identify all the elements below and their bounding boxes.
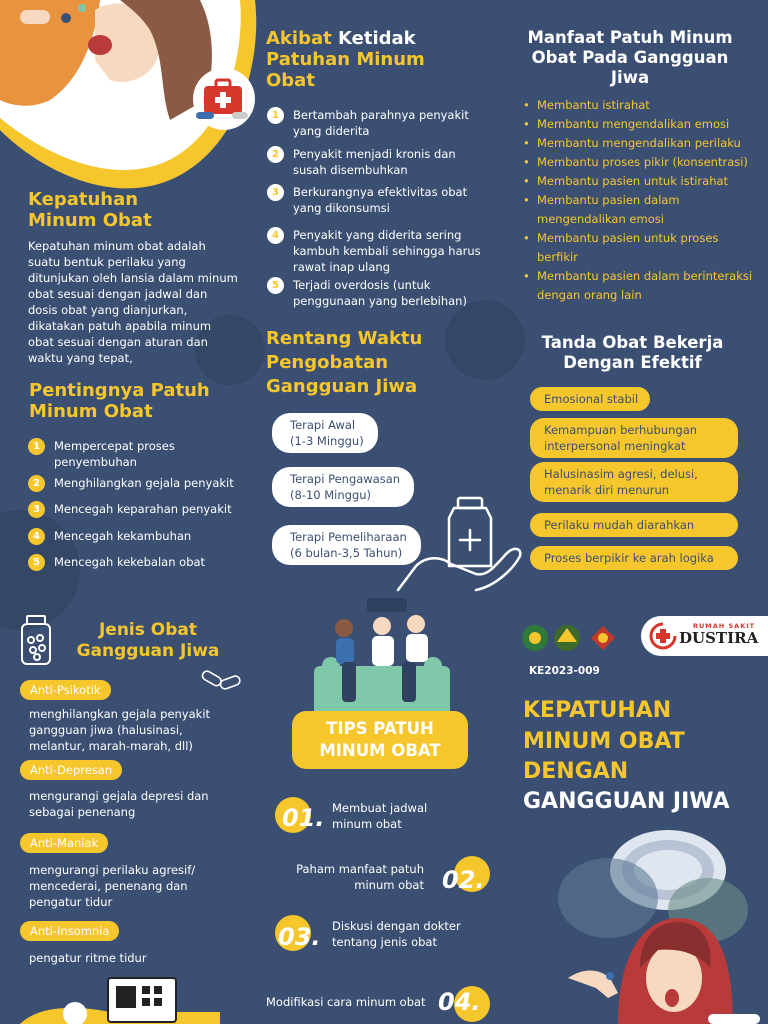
hospital-small-label: RUMAH SAKIT (693, 622, 756, 630)
list-item-text: Penyakit menjadi kronis dan susah disembuhkan (293, 147, 456, 177)
akibat-title (266, 28, 486, 92)
list-item: • Membantu pasien untuk istirahat (523, 172, 758, 191)
pentingnya-title: Pentingnya Patuh Minum Obat (29, 380, 210, 423)
jenis-title: Jenis Obat Gangguan Jiwa (76, 620, 220, 661)
jenis-tag: Anti-Maniak (20, 833, 108, 853)
tip-number: 01. (282, 804, 325, 832)
number-badge: 2 (28, 475, 45, 492)
rentang-pill: Terapi Pengawasan (8-10 Minggu) (272, 467, 414, 507)
tanda-title: Tanda Obat Bekerja Dengan Efektif (541, 333, 724, 372)
tip-text: Modifikasi cara minum obat (266, 995, 426, 1009)
tip-number: 03. (278, 923, 321, 951)
woman-confused-illustration (548, 818, 768, 1024)
list-item-text: Penyakit yang diderita sering kambuh kembali sehingga harus rawat inap ulang (293, 228, 481, 274)
rentang-pill: Terapi Pemeliharaan (6 bulan-3,5 Tahun) (272, 525, 421, 565)
jenis-description: pengatur ritme tidur (29, 951, 147, 965)
kepatuhan-title: Kepatuhan Minum Obat (28, 189, 152, 232)
tip-text: Membuat jadwal minum obat (332, 801, 428, 831)
list-item: • Membantu pasien untuk proses berfikir (523, 229, 758, 267)
jenis-description: mengurangi gejala depresi dan sebagai penenang (29, 789, 209, 819)
institution-logos (521, 622, 619, 654)
tanda-pill: Kemampuan berhubungan interpersonal meningkat (530, 418, 738, 458)
cover-title-yellow: KEPATUHAN MINUM OBAT DENGAN (523, 698, 685, 784)
list-item-text: Berkurangnya efektivitas obat yang dikonsumsi (293, 185, 468, 215)
list-item (28, 501, 243, 528)
list-item-text: Mempercepat proses penyembuhan (54, 439, 175, 469)
rentang-title: Rentang Waktu Pengobatan Gangguan Jiwa (266, 328, 423, 397)
akibat-list (267, 107, 482, 311)
number-badge: 3 (267, 184, 284, 201)
list-item-text: Bertambah parahnya penyakit yang diderita (293, 108, 469, 138)
list-item: • Membantu pasien dalam berinteraksi dengan orang lain (523, 267, 758, 305)
medicine-box-illustration (20, 974, 220, 1024)
kepatuhan-description: Kepatuhan minum obat adalah suatu bentuk perilaku yang ditunjukan oleh lansia dalam minum obat sesuai dengan jadwal dan dosis obat yang dianjurkan, dikatakan patuh apabila minum obat sesuai dengan aturan dan waktu yang tepat, (28, 239, 238, 365)
tip-number: 02. (442, 866, 485, 894)
akibat-title-word: Akibat (266, 28, 332, 49)
hospital-logo (641, 616, 768, 656)
number-badge: 5 (267, 277, 284, 294)
list-item: • Membantu istirahat (523, 96, 758, 115)
number-badge: 3 (28, 501, 45, 518)
list-item (28, 475, 243, 501)
list-item (267, 184, 482, 227)
list-item (267, 277, 482, 311)
list-item-text: Terjadi overdosis (untuk penggunaan yang berlebihan) (293, 278, 467, 308)
list-item-text: Mencegah kekambuhan (54, 529, 192, 543)
number-badge: 1 (28, 438, 45, 455)
list-item (267, 107, 482, 146)
document-code: KE2023-009 (529, 665, 600, 677)
pill-bottle-icon (18, 614, 54, 666)
jenis-tag: Anti-Insomnia (20, 921, 119, 941)
list-item: • Membantu pasien dalam mengendalikan emosi (523, 191, 758, 229)
jenis-tag: Anti-Depresan (20, 760, 122, 780)
tanda-pill: Proses berpikir ke arah logika (530, 546, 738, 570)
pentingnya-list (28, 438, 243, 574)
number-badge: 5 (28, 554, 45, 571)
tanda-pill: Emosional stabil (530, 387, 650, 411)
hospital-name: DUSTIRA (679, 629, 759, 647)
tip-number: 04. (438, 988, 481, 1016)
akibat-title-rest: Patuhan Minum Obat (266, 49, 425, 92)
list-item: • Membantu mengendalikan perilaku (523, 134, 758, 153)
jenis-description: menghilangkan gejala penyakit gangguan jiwa (halusinasi, melantur, marah-marah, dll) (29, 707, 211, 753)
list-item-text: Menghilangkan gejala penyakit (54, 476, 234, 490)
capsules-icon (200, 668, 242, 694)
akibat-title-word: Ketidak (338, 28, 416, 49)
list-item: • Membantu mengendalikan emosi (523, 115, 758, 134)
hospital-logo-icon (649, 622, 677, 650)
cover-title-white: GANGGUAN JIWA (523, 789, 730, 814)
tips-banner: TIPS PATUH MINUM OBAT (292, 711, 468, 769)
tanda-pill: Perilaku mudah diarahkan (530, 513, 738, 537)
first-aid-kit-icon (188, 68, 260, 130)
list-item (267, 227, 482, 277)
list-item (267, 146, 482, 184)
list-item-text: Mencegah keparahan penyakit (54, 502, 232, 516)
jenis-tag: Anti-Psikotik (20, 680, 111, 700)
list-item-text: Mencegah kekebalan obat (54, 555, 206, 569)
list-item: • Membantu proses pikir (konsentrasi) (523, 153, 758, 172)
tip-text: Paham manfaat patuh minum obat (296, 862, 424, 892)
list-item (28, 528, 243, 554)
tanda-pill: Halusinasim agresi, delusi, menarik diri menurun (530, 462, 738, 502)
rentang-pill: Terapi Awal (1-3 Minggu) (272, 413, 378, 453)
number-badge: 4 (267, 227, 284, 244)
number-badge: 4 (28, 528, 45, 545)
manfaat-list (523, 96, 758, 305)
tip-text: Diskusi dengan dokter tentang jenis obat (332, 919, 461, 949)
people-discussing-illustration (312, 596, 452, 716)
list-item (28, 554, 243, 574)
number-badge: 2 (267, 146, 284, 163)
hand-holding-medicine-icon (396, 494, 526, 592)
number-badge: 1 (267, 107, 284, 124)
jenis-description: mengurangi perilaku agresif/ mencederai, penenang dan pengatur tidur (29, 863, 196, 909)
manfaat-title: Manfaat Patuh Minum Obat Pada Gangguan Jiwa (527, 28, 733, 87)
list-item (28, 438, 243, 475)
